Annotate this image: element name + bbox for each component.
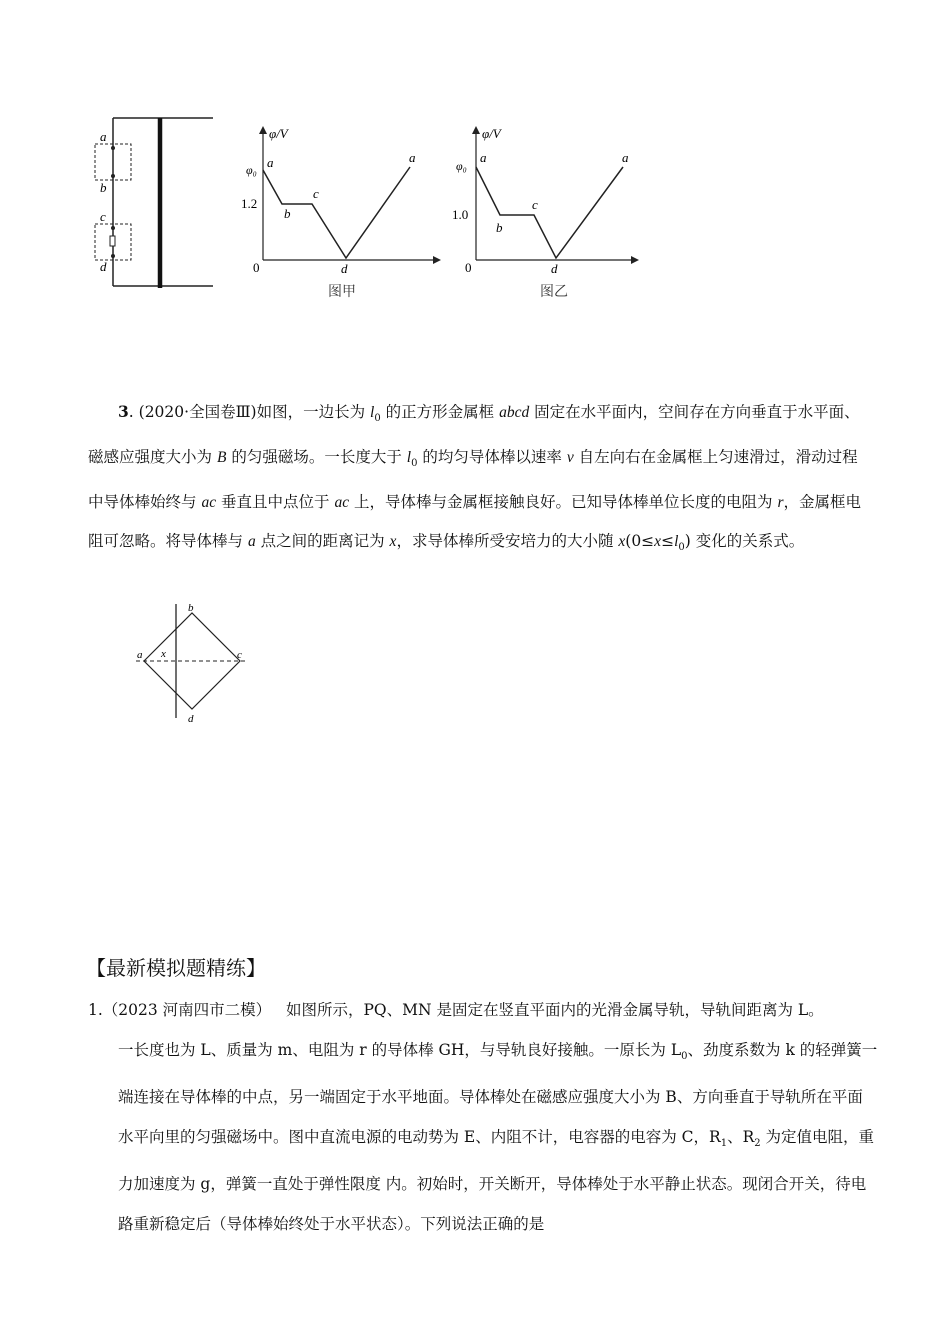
question-3: 3. (2020·全国卷Ⅲ)如图，一边长为 $l_0$ 的正方形金属框 abcd 固定在水平面内，空间存在方向垂直于水平面、磁感应强度大小为 B 的匀强磁场。一长度大于 $l_0$ 的均匀导体棒以速率 v 自左向右在金属框上匀速滑过，滑动过程中导体棒始终与 ac 垂直且中点位于 ac 上，导体棒与金属框接触良好。已知导体棒单位长度的电阻为 r，金属框电阻可忽略。将导体棒与 a 点之间的距离记为 x，求导体棒所受安培力的大小随 $x(0\le x\le l_0)$ 变化的关系式。 <box>88 402 861 554</box>
chart-caption: 图乙 <box>540 285 568 300</box>
distance-x-label: x <box>161 648 166 660</box>
tick-label: 1.0 <box>452 207 469 222</box>
circuit-label-a: a <box>100 129 107 144</box>
point-a-label: a <box>267 155 274 170</box>
point-b-label: b <box>284 206 291 221</box>
question-number: 3 <box>118 402 129 421</box>
tick-label: 1.2 <box>241 196 258 211</box>
origin-label: 0 <box>465 260 472 275</box>
circuit-figure <box>80 108 230 293</box>
section-title: 【最新模拟题精练】 <box>86 956 266 980</box>
point-a2-label: a <box>409 150 416 165</box>
point-a-label: a <box>480 150 487 165</box>
vertex-a-label: a <box>137 649 143 661</box>
chart-caption: 图甲 <box>328 285 356 300</box>
square-frame-diagram <box>128 600 258 730</box>
point-d-label: d <box>341 261 348 276</box>
phi0-label: φ₀ <box>246 163 257 177</box>
point-c-label: c <box>532 197 538 212</box>
question-1-body: 一长度也为 L、质量为 m、电阻为 r 的导体棒 GH，与导轨良好接触。一原长为 $L_0$、劲度系数为 k 的轻弹簧一端连接在导体棒的中点，另一端固定于水平地面。导体棒处在磁感应强度大小为 B、方向垂直于导轨所在平面水平向里的匀强磁场中。图中直流电源的电动势为 E、内阻不计，电容器的电容为 C，$R_1$、$R_2$ 为定值电阻，重力加速度为 g，弹簧一直处于弹性限度 内。初始时，开关断开，导体棒处于水平静止状态。现闭合开关，待电路重新稳定后（导体棒始终处于水平状态）。下列说法正确的是 <box>118 1041 878 1234</box>
vertex-b-label: b <box>188 602 194 614</box>
point-c-label: c <box>313 186 319 201</box>
chart-jia <box>238 122 443 302</box>
point-b-label: b <box>496 220 503 235</box>
origin-label: 0 <box>253 260 260 275</box>
circuit-label-c: c <box>100 209 106 224</box>
question-number: 1. <box>88 1001 103 1019</box>
vertex-c-label: c <box>237 649 242 661</box>
point-d-label: d <box>551 261 558 276</box>
vertex-d-label: d <box>188 713 194 725</box>
phi0-label: φ₀ <box>456 159 467 173</box>
circuit-label-b: b <box>100 180 107 195</box>
y-axis-label: φ/V <box>482 126 501 141</box>
chart-yi <box>446 122 651 302</box>
point-a2-label: a <box>622 150 629 165</box>
y-axis-label: φ/V <box>269 126 288 141</box>
question-1-first-line: 1.（2023 河南四市二模） 如图所示，PQ、MN 是固定在竖直平面内的光滑金属导轨，导轨间距离为 L。 <box>88 1001 824 1019</box>
question-1 <box>88 990 878 1244</box>
circuit-label-d: d <box>100 259 107 274</box>
